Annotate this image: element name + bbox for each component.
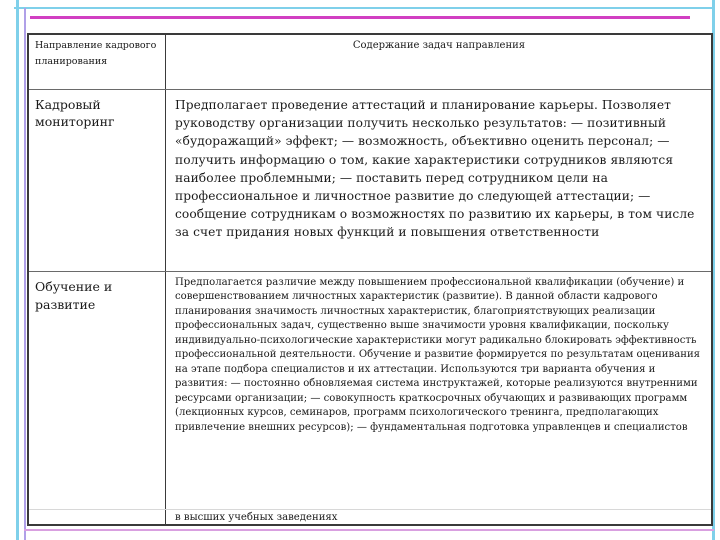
column-divider — [165, 35, 166, 524]
frame-line-top — [14, 7, 714, 9]
frame-line-left — [16, 0, 19, 540]
header-divider — [29, 89, 711, 90]
frame-accent-bottom — [24, 529, 714, 531]
row-training-direction: Обучение и развитие — [35, 279, 113, 312]
row-monitoring-content: Предполагает проведение аттестаций и планирование карьеры. Позволяет руководству организации получить несколько результатов: — позитивный «будоражащий» эффект; — возможность, объективно оценить персонал; — получить информацию о том, какие характеристики сотрудников являются наиболее проблемными; — поставить перед сотрудником цели на профессиональное и личностное развитие до следующей аттестации; — сообщение сотрудникам о возможностях по развитию их карьеры, в том числе за счет придания новых функций и повышения ответственности — [175, 98, 695, 240]
planning-directions-table — [27, 33, 713, 526]
row-monitoring-direction: Кадровый мониторинг — [35, 97, 115, 129]
row-divider — [29, 271, 711, 272]
row-training-content-tail: в высших учебных заведениях — [175, 512, 338, 523]
row-inner-divider — [29, 509, 711, 510]
row-training-content: Предполагается различие между повышением профессиональной квалификации (обучение) и совершенствованием личностных характеристик (развитие). В данной области кадрового планирования значимость личностных характеристик, благоприятствующих реализации профессиональных задач, существенно выше значимости уровня квалификации, поскольку индивидуально-психологические характеристики могут радикально блокировать эффективность профессиональной деятельности. Обучение и развитие формируется по результатам оценивания на этапе подбора специалистов и их аттестации. Используются три варианта обучения и развития: — постоянно обновляемая система инструктажей, которые реализуются внутренними ресурсами организации; — совокупность краткосрочных обучающих и развивающих программ (лекционных курсов, семинаров, программ психологического тренинга, предполагающих привлечение внешних ресурсов); — фундаментальная подготовка управленцев и специалистов — [175, 277, 701, 433]
frame-accent-top — [30, 16, 690, 19]
header-direction: Направление кадрового планирования — [35, 40, 157, 67]
frame-accent-left — [24, 8, 26, 540]
header-content: Содержание задач направления — [352, 40, 526, 51]
